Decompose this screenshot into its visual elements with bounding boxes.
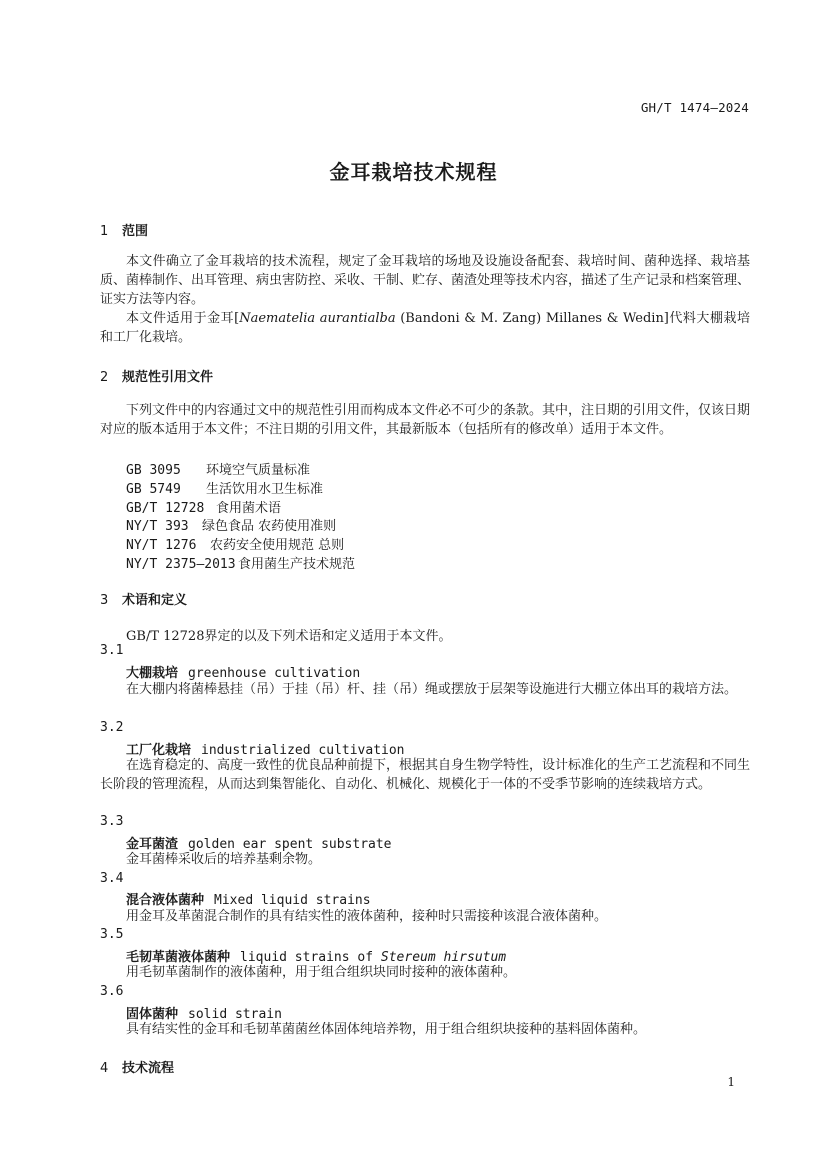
section-heading-technical-process — [100, 1057, 174, 1076]
section-number: 2 — [100, 370, 109, 385]
section-title: 范围 — [122, 224, 149, 239]
scope-text-suffix: (Bandoni & M. Zang) Millanes & Wedin]代料大棚栽培和工厂化栽培。 — [100, 311, 750, 345]
species-name: Naematelia aurantialba — [239, 311, 396, 326]
term-entry: 混合液体菌种 Mixed liquid strains — [126, 893, 371, 908]
term-entry: 工厂化栽培 industrialized cultivation — [126, 743, 405, 758]
term-number: 3.6 — [100, 984, 124, 999]
scope-paragraph-2 — [100, 310, 750, 348]
scope-text-prefix: 本文件适用于金耳[ — [126, 311, 240, 326]
term-entry: 毛韧革菌液体菌种 liquid strains of Stereum hirsutum — [126, 950, 507, 965]
reference-item: GB/T 12728 食用菌术语 — [126, 501, 282, 516]
term-number: 3.1 — [100, 643, 124, 658]
reference-item: NY/T 2375—2013 食用菌生产技术规范 — [126, 557, 356, 572]
section-number: 1 — [100, 224, 109, 239]
section-heading-terms — [100, 589, 187, 608]
term-definition: 在选育稳定的、高度一致性的优良品种前提下，根据其自身生物学特性，设计标准化的生产工艺流程和不同生长阶段的管理流程，从而达到集智能化、自动化、机械化、规模化于一体的不受季节影响的连续栽培方式。 — [100, 758, 751, 792]
term-entry: 固体菌种 solid strain — [126, 1007, 282, 1022]
section-title: 规范性引用文件 — [122, 370, 214, 385]
term-number: 3.5 — [100, 927, 124, 942]
section-title: 技术流程 — [122, 1061, 175, 1076]
term-number: 3.2 — [100, 720, 124, 735]
terms-intro: GB/T 12728界定的以及下列术语和定义适用于本文件。 — [126, 629, 452, 644]
section-number: 4 — [100, 1061, 109, 1076]
document-title: 金耳栽培技术规程 — [329, 160, 498, 184]
term-definition: 金耳菌棒采收后的培养基剩余物。 — [126, 852, 322, 867]
reference-item: GB 5749 生活饮用水卫生标准 — [126, 482, 324, 497]
reference-item: NY/T 1276 农药安全使用规范 总则 — [126, 538, 345, 553]
section-title: 术语和定义 — [122, 593, 188, 608]
reference-item: GB 3095 环境空气质量标准 — [126, 463, 311, 478]
term-entry: 金耳菌渣 golden ear spent substrate — [126, 837, 392, 852]
species-name: Stereum hirsutum — [380, 950, 507, 965]
term-number: 3.4 — [100, 871, 124, 886]
term-definition: 在大棚内将菌棒悬挂（吊）于挂（吊）杆、挂（吊）绳或摆放于层架等设施进行大棚立体出耳的栽培方法。 — [126, 682, 738, 697]
references-paragraph: 下列文件中的内容通过文中的规范性引用而构成本文件必不可少的条款。其中，注日期的引用文件，仅该日期对应的版本适用于本文件；不注日期的引用文件，其最新版本（包括所有的修改单）适用于本文件。 — [100, 403, 751, 437]
term-definition: 具有结实性的金耳和毛韧革菌菌丝体固体纯培养物，用于组合组织块接种的基料固体菌种。 — [126, 1022, 647, 1037]
section-number: 3 — [100, 593, 109, 608]
term-number: 3.3 — [100, 814, 124, 829]
standard-code: GH/T 1474—2024 — [640, 100, 749, 115]
term-definition: 用金耳及革菌混合制作的具有结实性的液体菌种，接种时只需接种该混合液体菌种。 — [126, 909, 608, 924]
reference-item: NY/T 393 绿色食品 农药使用准则 — [126, 519, 337, 534]
page-number: 1 — [727, 1075, 735, 1089]
term-definition: 用毛韧革菌制作的液体菌种，用于组合组织块同时接种的液体菌种。 — [126, 965, 517, 980]
section-heading-scope — [100, 220, 148, 239]
term-entry: 大棚栽培 greenhouse cultivation — [126, 666, 361, 681]
section-heading-references — [100, 366, 213, 385]
scope-paragraph-1: 本文件确立了金耳栽培的技术流程，规定了金耳栽培的场地及设施设备配套、栽培时间、菌种选择、栽培基质、菌棒制作、出耳管理、病虫害防控、采收、干制、贮存、菌渣处理等技术内容，描述了生产记录和档案管理、证实方法等内容。 — [100, 254, 751, 307]
